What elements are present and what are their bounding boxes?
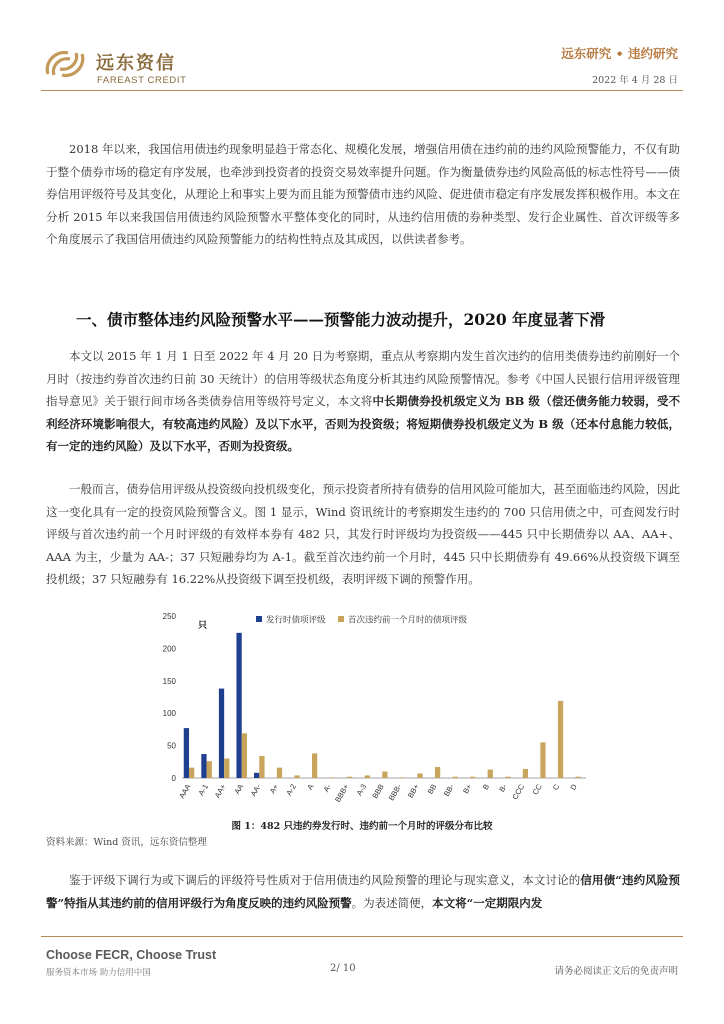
bar-issuance-rating xyxy=(254,773,259,778)
x-tick-label: BB- xyxy=(441,782,456,798)
x-tick-label: B- xyxy=(497,782,509,794)
footer-subslogan: 服务资本市场 助力信用中国 xyxy=(46,968,151,978)
x-tick-label: A-2 xyxy=(284,782,298,798)
x-tick-label: A+ xyxy=(267,782,281,796)
section-paragraph-2: 一般而言，债券信用评级从投资级向投机级变化，预示投资者所持有债券的信用风险可能加大，甚至面临违约风险，因此这一变化具有一定的投资风险预警含义。图 1 显示，Wind 资讯统计的考察期发生违约的 700 只信用债之中，可查阅发行时评级与首次违约前一个月时评级的有效样本券有 482 只，其发行时评级均为投资级——445 只中长期债券以 AA、AA+、AAA 为主，少量为 AA-；37 只短融券均为 A-1。截至首次违约前一个月时，445 只中长期债券有 49.66%从投资级下调至投机级；37 只短融券有 16.22%从投资级下调至投机级，表明评级下调的预警作用。 xyxy=(46,482,680,586)
x-tick-label: B+ xyxy=(461,782,474,796)
bar-pre-default-rating xyxy=(312,753,317,778)
bar-pre-default-rating xyxy=(294,775,299,778)
closing-text-2: 。为表述简便， xyxy=(351,895,433,910)
rating-distribution-chart xyxy=(150,602,590,812)
bar-pre-default-rating xyxy=(470,777,475,778)
closing-paragraph xyxy=(46,869,680,914)
bar-pre-default-rating xyxy=(417,773,422,778)
bar-pre-default-rating xyxy=(400,777,405,778)
bar-pre-default-rating xyxy=(523,769,528,778)
figure-caption: 图 1：482 只违约券发行时、违约前一个月时的评级分布比较 xyxy=(231,821,493,832)
closing-bold-2: 本文将“一定期限内发 xyxy=(432,895,543,910)
bar-pre-default-rating xyxy=(242,733,247,778)
x-tick-label: D xyxy=(568,782,579,792)
legend-label-pre-default: 首次违约前一个月时的债项评级 xyxy=(348,615,468,626)
x-tick-label: AA xyxy=(232,782,246,796)
x-tick-label: BBB xyxy=(370,782,386,801)
p1-bold-text: 中长期债券投机级定义为 BB 级（偿还债务能力较弱，受不利经济环境影响很大，有较高违约风险）及以下水平，否则为投资级；将短期债券投机级定义为 B 级（还本付息能力较低，有一定的违约风险）及以下水平，否则为投资级。 xyxy=(46,394,680,453)
legend-label-issuance: 发行时债项评级 xyxy=(266,615,326,626)
bar-pre-default-rating xyxy=(207,761,212,778)
x-tick-label: B xyxy=(480,782,492,792)
bar-pre-default-rating xyxy=(330,777,335,778)
y-tick-label: 250 xyxy=(162,612,176,621)
y-tick-label: 100 xyxy=(162,709,176,719)
header-divider xyxy=(41,90,683,91)
brand-name-cn: 远东资信 xyxy=(96,53,176,74)
legend-swatch-pre-default xyxy=(338,616,344,622)
bar-issuance-rating xyxy=(236,633,241,778)
legend-swatch-issuance xyxy=(256,616,262,622)
x-tick-label: CCC xyxy=(510,782,527,802)
x-tick-label: C xyxy=(550,782,562,792)
section-paragraph-1 xyxy=(46,345,680,458)
x-tick-label: BBB- xyxy=(386,782,404,803)
bar-pre-default-rating xyxy=(347,777,352,778)
y-tick-label: 50 xyxy=(167,741,176,751)
bar-pre-default-rating xyxy=(382,772,387,778)
section-heading: 一、债市整体违约风险预警水平——预警能力波动提升，2020 年度显著下滑 xyxy=(76,310,606,329)
intro-paragraph: 2018 年以来，我国信用债违约现象明显趋于常态化、规模化发展，增强信用债在违约前的违约风险预警能力，不仅有助于整个债券市场的稳定有序发展，也牵涉到投资者的投资交易效率提升问题。作为衡量债券违约风险高低的标志性符号——债券信用评级符号及其变化，从理论上和事实上要为而且能为预警债市违约风险、促进债市稳定有序发展发挥积极作用。本文在分析 2015 年以来我国信用债违约风险预警水平整体变化的同时，从违约信用债的券种类型、发行企业属性、首次评级等多个角度展示了我国信用债违约风险预警能力的结构性特点及其成因，以供读者参考。 xyxy=(46,142,680,246)
x-tick-label: A-1 xyxy=(196,782,211,798)
y-tick-label: 0 xyxy=(171,774,176,783)
report-series: 远东研究 • 违约研究 xyxy=(561,46,678,61)
bar-pre-default-rating xyxy=(259,756,264,778)
bar-pre-default-rating xyxy=(575,777,580,778)
x-tick-label: CC xyxy=(530,782,544,797)
y-tick-label: 150 xyxy=(162,676,176,686)
x-tick-label: BBB+ xyxy=(333,782,351,804)
figure-source: 资料来源：Wind 资讯，远东资信整理 xyxy=(46,837,207,848)
closing-bold-1: 信用债“违约风险预警”特指从其违约前的信用评级行为角度反映的违约风险预警 xyxy=(46,873,680,910)
x-tick-label: A- xyxy=(321,782,334,794)
x-tick-label: BB+ xyxy=(405,782,421,800)
bar-pre-default-rating xyxy=(435,767,440,778)
y-unit-label: 只 xyxy=(198,621,208,631)
x-tick-label: BB xyxy=(425,782,439,796)
bar-pre-default-rating xyxy=(488,770,493,778)
footer-divider xyxy=(41,936,683,937)
bar-issuance-rating xyxy=(184,728,189,778)
page-number: 2/ 10 xyxy=(330,963,356,974)
bar-pre-default-rating xyxy=(277,768,282,778)
footer-slogan: Choose FECR, Choose Trust xyxy=(46,948,217,962)
x-tick-label: AA+ xyxy=(212,782,228,800)
bar-pre-default-rating xyxy=(365,775,370,778)
x-tick-label: A-3 xyxy=(354,782,369,798)
disclaimer-note: 请务必阅读正文后的免责声明 xyxy=(554,966,678,977)
p1-text: 本文以 2015 年 1 月 1 日至 2022 年 4 月 20 日为考察期，重点从考察期内发生首次违约的信用类债券违约前刚好一个月时（按违约券首次违约日前 30 天统计）的信用等级状态角度分析其违约风险预警情况。参考《中国人民银行信用评级管理指导意见》关于银行间市场各类债券信用等级符号定义，本文将 xyxy=(46,349,680,408)
brand-name-en: FAREAST CREDIT xyxy=(97,75,187,86)
bar-pre-default-rating xyxy=(558,701,563,778)
bar-pre-default-rating xyxy=(453,777,458,778)
x-tick-label: A xyxy=(305,782,316,792)
bar-pre-default-rating xyxy=(189,768,194,778)
y-tick-label: 200 xyxy=(162,644,176,654)
bar-issuance-rating xyxy=(201,754,206,778)
bar-issuance-rating xyxy=(219,689,224,778)
bar-pre-default-rating xyxy=(540,742,545,778)
bar-pre-default-rating xyxy=(224,759,229,778)
company-logo-icon xyxy=(42,44,88,84)
x-tick-label: AA- xyxy=(248,782,263,798)
bar-pre-default-rating xyxy=(505,777,510,778)
x-tick-label: AAA xyxy=(177,782,193,801)
closing-text-1: 鉴于评级下调行为或下调后的评级符号性质对于信用债违约风险预警的理论与现实意义，本文讨论的 xyxy=(69,873,581,887)
report-date: 2022 年 4 月 28 日 xyxy=(592,75,678,86)
